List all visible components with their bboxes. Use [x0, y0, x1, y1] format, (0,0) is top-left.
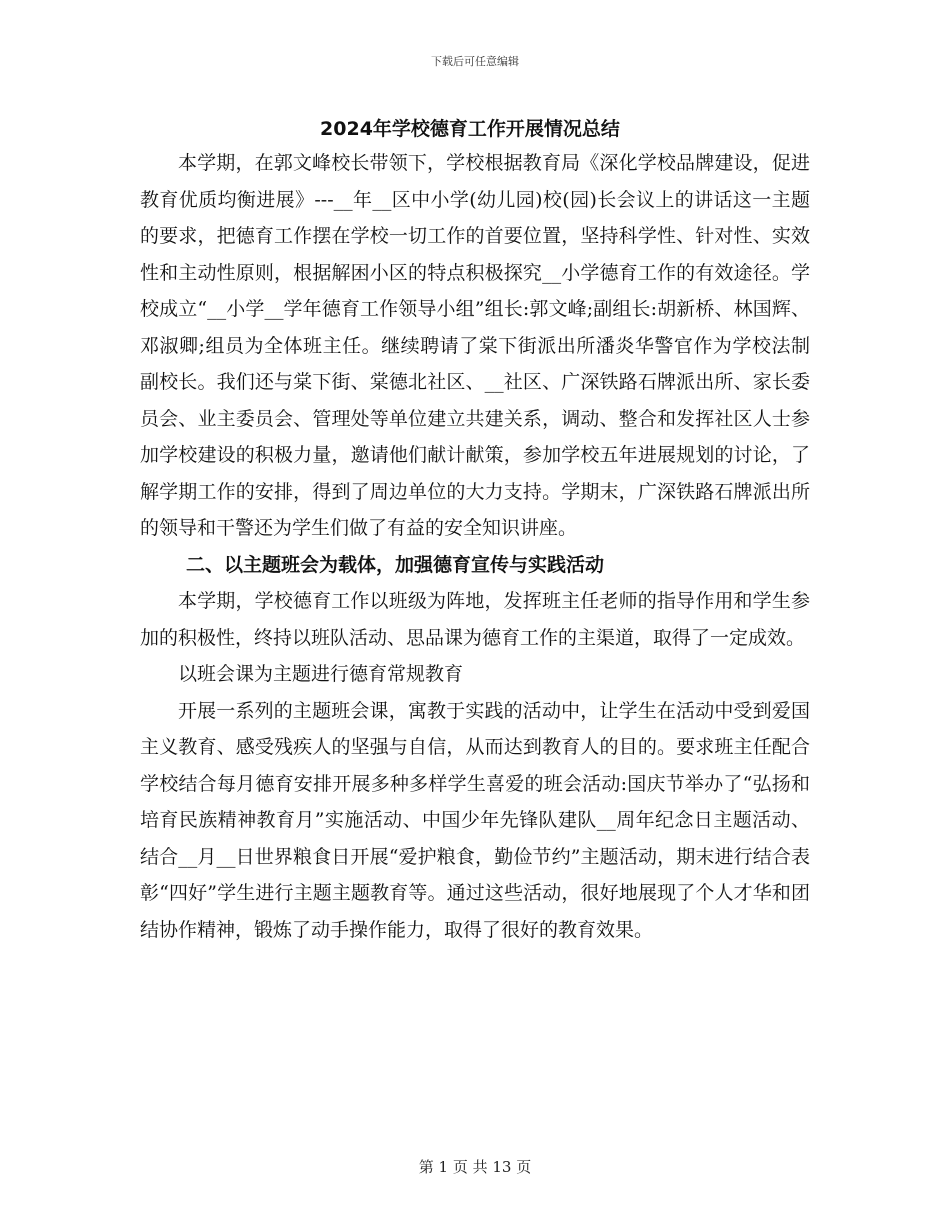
paragraph-class-meeting-activities: 开展一系列的主题班会课，寓教于实践的活动中，让学生在活动中受到爱国主义教育、感受残疾人的坚强与自信，从而达到教育人的目的。要求班主任配合学校结合每月德育安排开展多种多样学生喜爱的班会活动:国庆节举办了“弘扬和培育民族精神教育月”实施活动、中国少年先锋队建队__周年纪念日主题活动、结合__月__日世界粮食日开展“爱护粮食，勤俭节约”主题活动，期末进行结合表彰“四好”学生进行主题主题教育等。通过这些活动，很好地展现了个人才华和团结协作精神，锻炼了动手操作能力，取得了很好的教育效果。: [140, 699, 810, 941]
section-heading-2: 二、以主题班会为载体，加强德育宣传与实践活动: [186, 553, 605, 576]
document-body: [140, 145, 810, 948]
page-number: 第 1 页 共 13 页: [418, 1158, 532, 1176]
document-title: 2024年学校德育工作开展情况总结: [320, 118, 620, 140]
subheading-class-meeting: 以班会课为主题进行德育常规教育: [178, 663, 464, 685]
paragraph-section-2-intro: 本学期，学校德育工作以班级为阵地，发挥班主任老师的指导作用和学生参加的积极性，终持以班队活动、思品课为德育工作的主渠道，取得了一定成效。: [140, 590, 810, 649]
page-header-note: 下载后可任意编辑: [431, 55, 519, 68]
paragraph-intro: 本学期，在郭文峰校长带领下，学校根据教育局《深化学校品牌建设，促进教育优质均衡进展》---__年__区中小学(幼儿园)校(园)长会议上的讲话这一主题的要求，把德育工作摆在学校一切工作的首要位置，坚持科学性、针对性、实效性和主动性原则，根据解困小区的特点积极探究__小学德育工作的有效途径。学校成立“__小学__学年德育工作领导小组”组长:郭文峰;副组长:胡新桥、林国辉、邓淑卿;组员为全体班主任。继续聘请了棠下街派出所潘炎华警官作为学校法制副校长。我们还与棠下街、棠德北社区、__社区、广深铁路石牌派出所、家长委员会、业主委员会、管理处等单位建立共建关系，调动、整合和发挥社区人士参加学校建设的积极力量，邀请他们献计献策，参加学校五年进展规划的讨论，了解学期工作的安排，得到了周边单位的大力支持。学期末，广深铁路石牌派出所的领导和干警还为学生们做了有益的安全知识讲座。: [140, 152, 810, 539]
